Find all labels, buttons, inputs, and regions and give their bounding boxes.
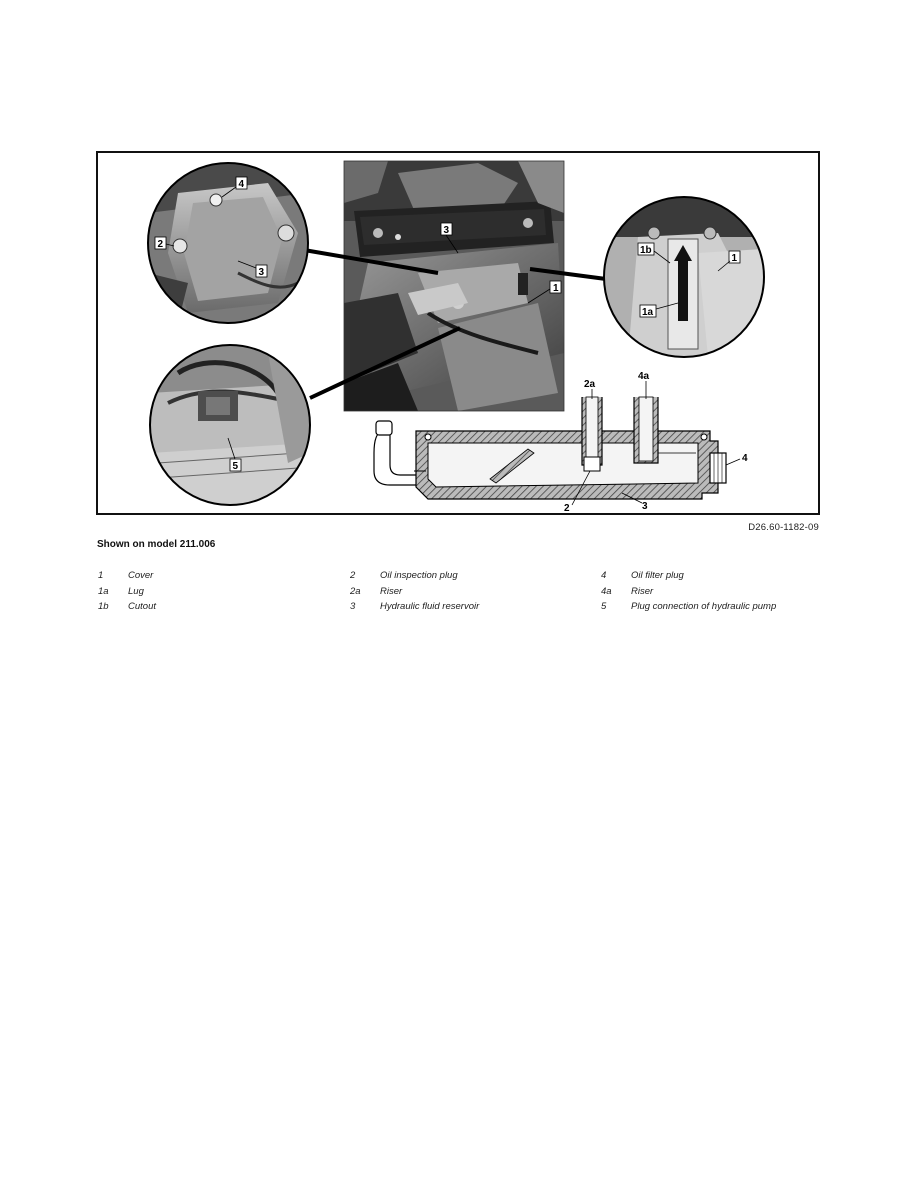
callout-section-3: 3 [642, 501, 648, 512]
figure-caption: Shown on model 211.006 [97, 539, 216, 550]
legend-text: Cutout [128, 601, 156, 613]
legend-number: 3 [350, 601, 356, 613]
figure-code: D26.60-1182-09 [748, 522, 819, 533]
callout-section-4: 4 [742, 453, 748, 464]
legend-item [98, 584, 156, 600]
legend-number: 2a [350, 585, 361, 597]
reservoir-section-drawing [374, 397, 726, 499]
legend-text: Hydraulic fluid reservoir [380, 601, 480, 613]
legend-column-1 [98, 568, 156, 615]
legend-text: Oil filter plug [631, 570, 684, 582]
legend-text: Plug connection of hydraulic pump [631, 601, 777, 613]
legend-number: 4 [601, 570, 607, 582]
technical-illustration [98, 153, 818, 513]
main-photo [344, 161, 564, 411]
callout-inset-4: 4 [238, 179, 245, 190]
legend-column-2 [350, 568, 479, 615]
legend-number: 2 [350, 570, 356, 582]
figure-frame [96, 151, 820, 515]
legend-text: Cover [128, 570, 154, 582]
legend-item [601, 568, 776, 584]
legend-text: Riser [380, 585, 403, 597]
legend-number: 5 [601, 601, 607, 613]
legend-text: Riser [631, 585, 654, 597]
callout-section-2: 2 [564, 503, 570, 513]
legend-item [98, 599, 156, 615]
callout-inset-3: 3 [258, 267, 265, 278]
legend-number: 1a [98, 585, 109, 597]
callout-inset-1a: 1a [642, 307, 654, 318]
callout-section-2a: 2a [584, 379, 596, 390]
legend-number: 1b [98, 601, 109, 613]
callout-main-1: 1 [553, 283, 559, 294]
legend-text: Oil inspection plug [380, 570, 458, 582]
legend-text: Lug [128, 585, 144, 597]
callout-inset-2: 2 [157, 239, 164, 250]
legend-item [350, 568, 479, 584]
legend-column-3 [601, 568, 776, 615]
callout-inset-1b: 1b [640, 245, 652, 256]
callout-inset-5: 5 [232, 461, 239, 472]
legend-number: 4a [601, 585, 612, 597]
legend-item [98, 568, 156, 584]
callout-inset-1: 1 [731, 253, 738, 264]
legend-number: 1 [98, 570, 104, 582]
legend-item [601, 599, 776, 615]
legend-item [350, 599, 479, 615]
callout-section-4a: 4a [638, 371, 650, 382]
legend-item [350, 584, 479, 600]
callout-main-3: 3 [443, 225, 450, 236]
legend-item [601, 584, 776, 600]
